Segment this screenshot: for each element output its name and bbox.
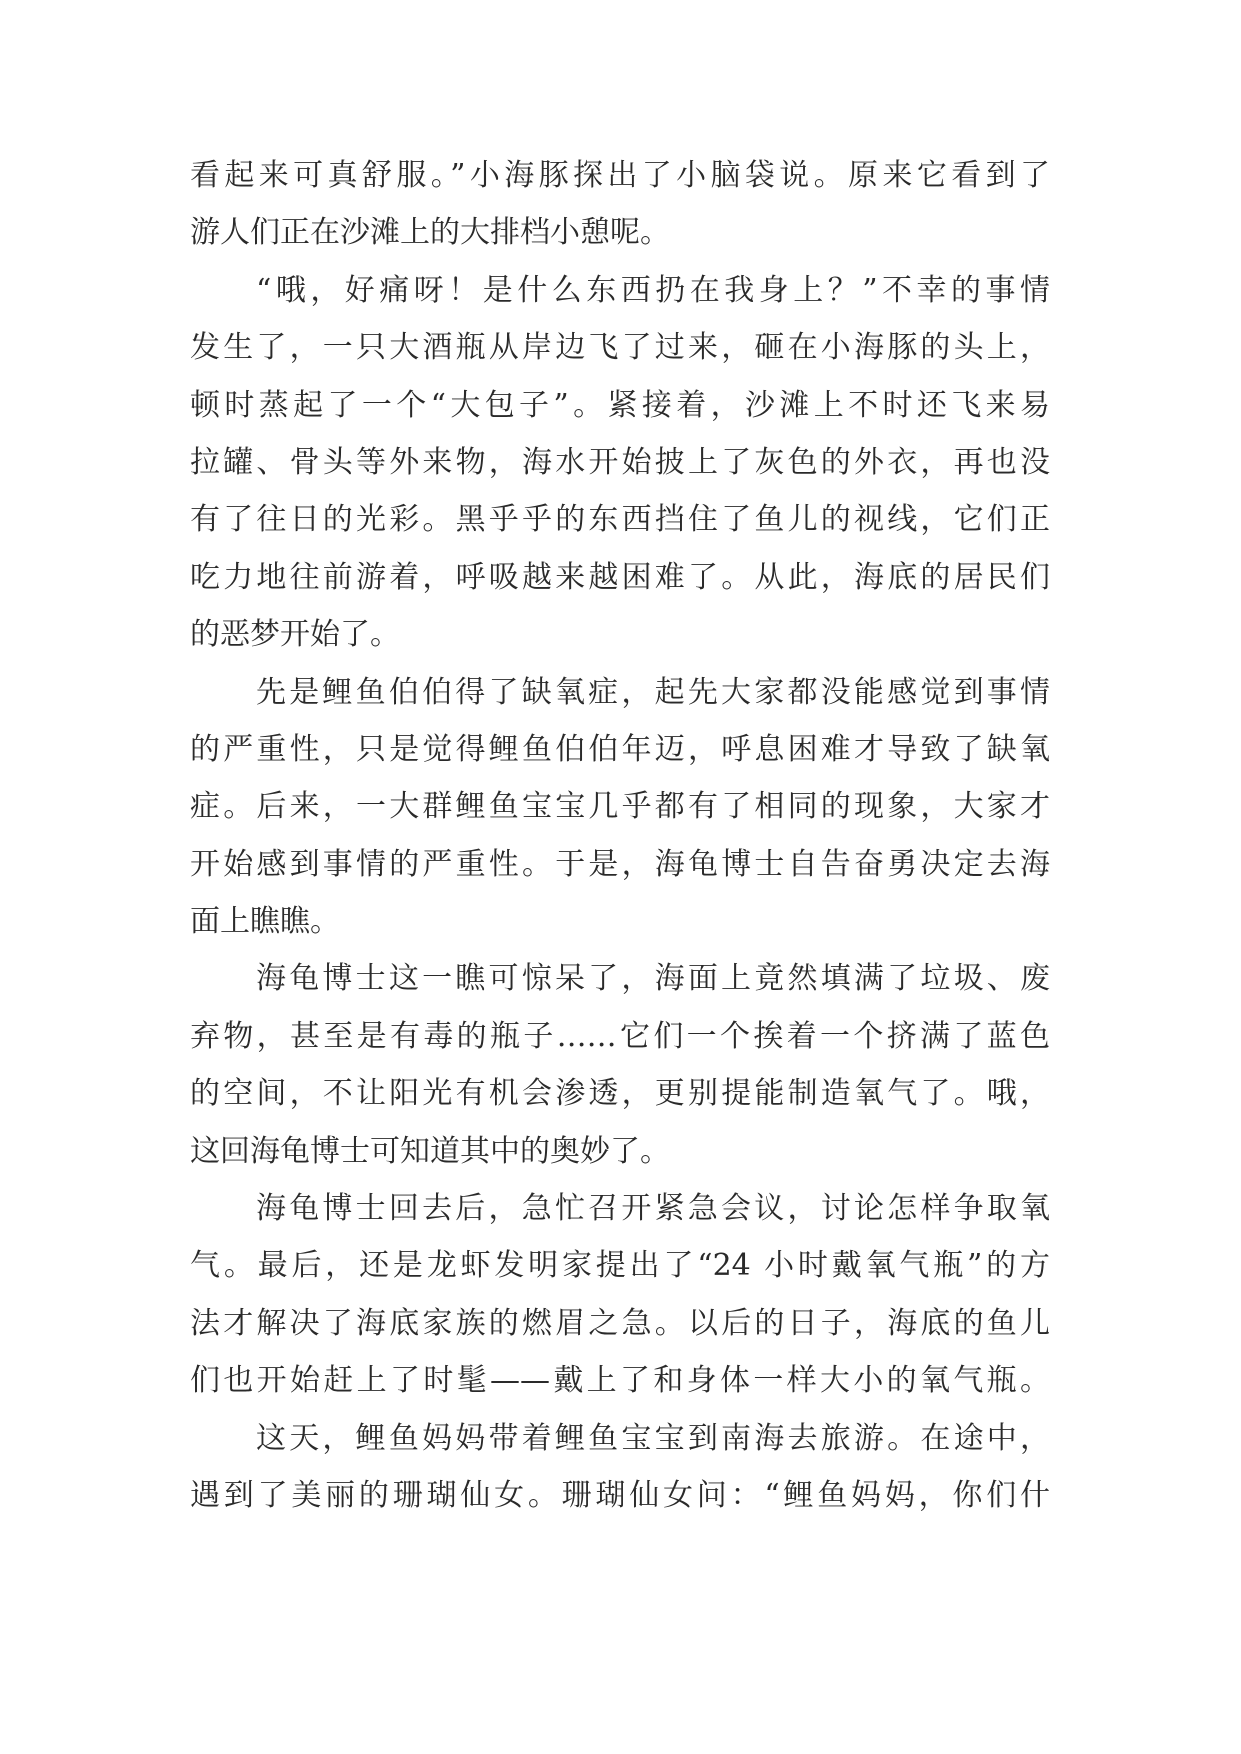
text-line xyxy=(190,1361,1050,1418)
paragraph-first-line xyxy=(190,673,1050,730)
line-text: 有了往日的光彩。黑乎乎的东西挡住了鱼儿的视线，它们正 xyxy=(190,502,1050,538)
text-line xyxy=(190,1304,1050,1361)
line-text: 看起来可真舒服。”小海豚探出了小脑袋说。原来它看到了 xyxy=(190,158,1050,193)
text-line xyxy=(190,1476,1050,1533)
line-text: 吃力地往前游着，呼吸越来越困难了。从此，海底的居民们 xyxy=(190,559,1050,595)
line-text: 面上瞧瞧。 xyxy=(190,904,340,940)
text-line xyxy=(190,156,1050,213)
text-line xyxy=(190,1074,1050,1131)
paragraph-first-line xyxy=(190,1189,1050,1246)
text-line xyxy=(190,902,1050,959)
text-line xyxy=(190,386,1050,443)
line-text: 的恶梦开始了。 xyxy=(190,617,400,653)
paragraph-first-line xyxy=(190,1419,1050,1476)
text-line xyxy=(190,443,1050,500)
line-text: 先是鲤鱼伯伯得了缺氧症，起先大家都没能感觉到事情 xyxy=(256,674,1050,710)
line-text: 的空间，不让阳光有机会渗透，更别提能制造氧气了。哦， xyxy=(190,1076,1050,1112)
line-text: 顿时蒸起了一个“大包子”。紧接着，沙滩上不时还飞来易 xyxy=(190,387,1050,423)
line-text: 遇到了美丽的珊瑚仙女。珊瑚仙女问：“鲤鱼妈妈，你们什 xyxy=(190,1477,1050,1513)
line-text: 这回海龟博士可知道其中的奥妙了。 xyxy=(190,1133,670,1169)
text-line xyxy=(190,500,1050,557)
line-text: 弃物，甚至是有毒的瓶子……它们一个挨着一个挤满了蓝色 xyxy=(190,1018,1050,1054)
line-text: 这天，鲤鱼妈妈带着鲤鱼宝宝到南海去旅游。在途中， xyxy=(256,1420,1050,1456)
line-text: 症。后来，一大群鲤鱼宝宝几乎都有了相同的现象，大家才 xyxy=(190,789,1050,825)
line-text: 们也开始赶上了时髦——戴上了和身体一样大小的氧气瓶。 xyxy=(190,1363,1050,1399)
line-text: 的严重性，只是觉得鲤鱼伯伯年迈，呼息困难才导致了缺氧 xyxy=(190,731,1050,767)
story-text-body xyxy=(190,156,1050,1533)
text-line xyxy=(190,1132,1050,1189)
text-line xyxy=(190,1017,1050,1074)
text-line xyxy=(190,787,1050,844)
line-text: 发生了，一只大酒瓶从岸边飞了过来，砸在小海豚的头上， xyxy=(190,330,1050,366)
text-line xyxy=(190,730,1050,787)
text-line xyxy=(190,213,1050,270)
text-line xyxy=(190,1246,1050,1303)
text-line xyxy=(190,558,1050,615)
text-line xyxy=(190,615,1050,672)
line-text: 游人们正在沙滩上的大排档小憩呢。 xyxy=(190,215,670,251)
line-text: 海龟博士回去后，急忙召开紧急会议，讨论怎样争取氧 xyxy=(256,1191,1050,1227)
paragraph-first-line xyxy=(190,959,1050,1016)
line-text: “哦，好痛呀！是什么东西扔在我身上？”不幸的事情 xyxy=(256,272,1050,308)
line-text: 法才解决了海底家族的燃眉之急。以后的日子，海底的鱼儿 xyxy=(190,1305,1050,1341)
text-line xyxy=(190,328,1050,385)
text-line xyxy=(190,845,1050,902)
line-text: 开始感到事情的严重性。于是，海龟博士自告奋勇决定去海 xyxy=(190,846,1050,882)
line-text: 气。最后，还是龙虾发明家提出了“24 小时戴氧气瓶”的方 xyxy=(190,1248,1050,1284)
line-text: 海龟博士这一瞧可惊呆了，海面上竟然填满了垃圾、废 xyxy=(256,961,1050,997)
paragraph-first-line xyxy=(190,271,1050,328)
line-text: 拉罐、骨头等外来物，海水开始披上了灰色的外衣，再也没 xyxy=(190,444,1050,480)
